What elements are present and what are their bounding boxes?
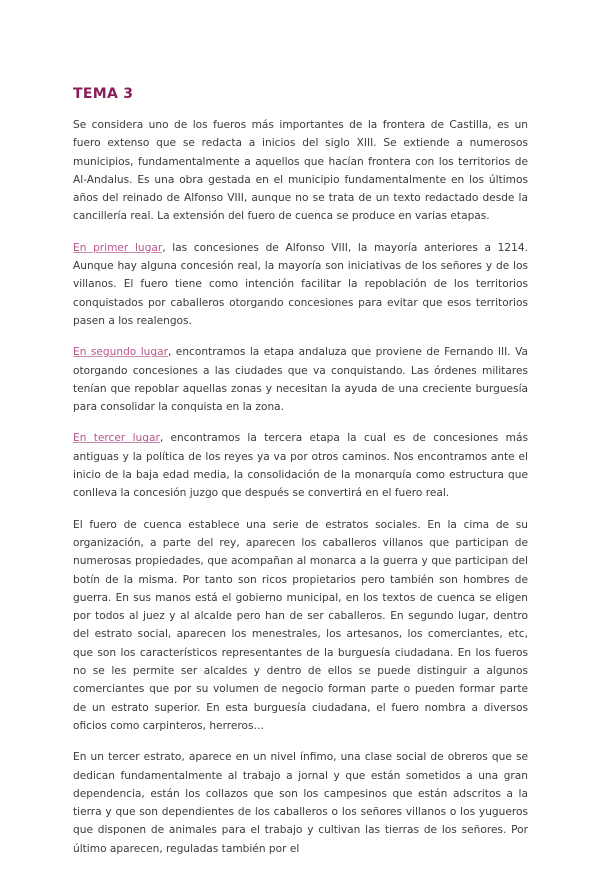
paragraph-text: Se considera uno de los fueros más importantes de la frontera de Castilla, es un fuero extenso que se redacta a inicios del siglo XIII. Se extiende a numerosos municipios, fundamentalmente a aquellos que hacían frontera con los territorios de Al-Andalus. Es una obra gestada en el municipio fundamentalmente en los últimos años del reinado de Alfonso VIII, aunque no se trata de un texto redactado desde la cancillería real. La extensión del fuero de cuenca se produce en varias etapas. (73, 119, 528, 223)
paragraph-text: El fuero de cuenca establece una serie de estratos sociales. En la cima de su organización, a parte del rey, aparecen los caballeros villanos que participan de numerosas propiedades, que acompañan al monarca a la guerra y que participan del botín de la misma. Por tanto son ricos propietarios pero también son hombres de guerra. En sus manos está el gobierno municipal, en los textos de cuenca se eligen por todos al juez y al alcalde pero han de ser caballeros. En segundo lugar, dentro del estrato social, aparecen los menestrales, los artesanos, los comerciantes, etc, que son los característicos representantes de la burguesía ciudadana. En los fueros no se les permite ser alcaldes y dentro de ellos se puede distinguir a algunos comerciantes que por su volumen de negocio forman parte o pueden formar parte de un estrato superior. En esta burguesía ciudadana, el fuero nombra a diversos oficios como carpinteros, herreros… (73, 518, 528, 732)
paragraph-lead: En primer lugar (73, 241, 163, 254)
paragraph-text: En un tercer estrato, aparece en un nivel ínfimo, una clase social de obreros que se dedican fundamentalmente al trabajo a jornal y que están sometidos a una gran dependencia, están los collazos que son los campesinos que están adscritos a la tierra y que son dependientes de los caballeros o los señores villanos o los yugueros que disponen de animales para el trabajo y cultivan las tierras de los señores. Por último aparecen, reguladas también por el (73, 751, 528, 855)
paragraph-intro (73, 116, 528, 226)
paragraph-text: , encontramos la tercera etapa la cual es de concesiones más antiguas y la política de los reyes ya va por otros caminos. Nos encontramos ante el inicio de la baja edad media, la consolidación de la monarquía como estructura que conlleva la concesión juzgo que después se convertirá en el fuero real. (73, 432, 528, 500)
paragraph-social-strata (73, 516, 528, 736)
paragraph-third-stratum (73, 748, 528, 858)
paragraph-lead: En segundo lugar (73, 346, 168, 359)
paragraph-second-stage (73, 343, 528, 416)
document-body (73, 86, 528, 871)
paragraph-text: , las concesiones de Alfonso VIII, la mayoría anteriores a 1214. Aunque hay alguna concesión real, la mayoría son iniciativas de los señores y de los villanos. El fuero tiene como intención facilitar la repoblación de los territorios conquistados por caballeros otorgando concesiones para evitar que esos territorios pasen a los realengos. (73, 241, 528, 327)
page-title: TEMA 3 (73, 86, 134, 102)
paragraph-text: , encontramos la etapa andaluza que proviene de Fernando III. Va otorgando concesiones a las ciudades que va conquistando. Las órdenes militares tenían que repoblar aquellas zonas y necesitan la ayuda de una creciente burguesía para consolidar la conquista en la zona. (73, 346, 528, 414)
paragraph-third-stage (73, 429, 528, 502)
paragraph-first-stage (73, 239, 528, 330)
paragraph-lead: En tercer lugar (73, 432, 160, 445)
